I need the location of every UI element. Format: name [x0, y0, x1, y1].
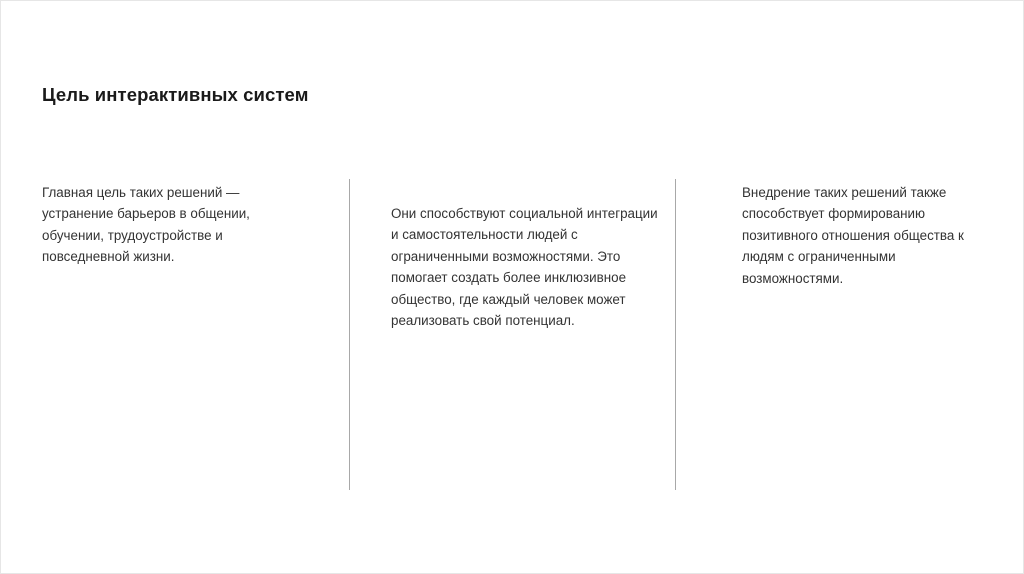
column-1-text: Главная цель таких решений — устранение барьеров в общении, обучении, трудоустройстве и повседневной жизни. [42, 185, 250, 265]
column-3-text: Внедрение таких решений также способствует формированию позитивного отношения общества к людям с ограниченными возможностями. [742, 185, 964, 286]
column-divider-1 [349, 179, 350, 490]
column-divider-2 [675, 179, 676, 490]
slide-title: Цель интерактивных систем [42, 84, 309, 105]
column-2-text: Они способствуют социальной интеграции и самостоятельности людей с ограниченными возможностями. Это помогает создать более инклюзивное общество, где каждый человек может реализовать свой потенциал. [391, 206, 658, 329]
